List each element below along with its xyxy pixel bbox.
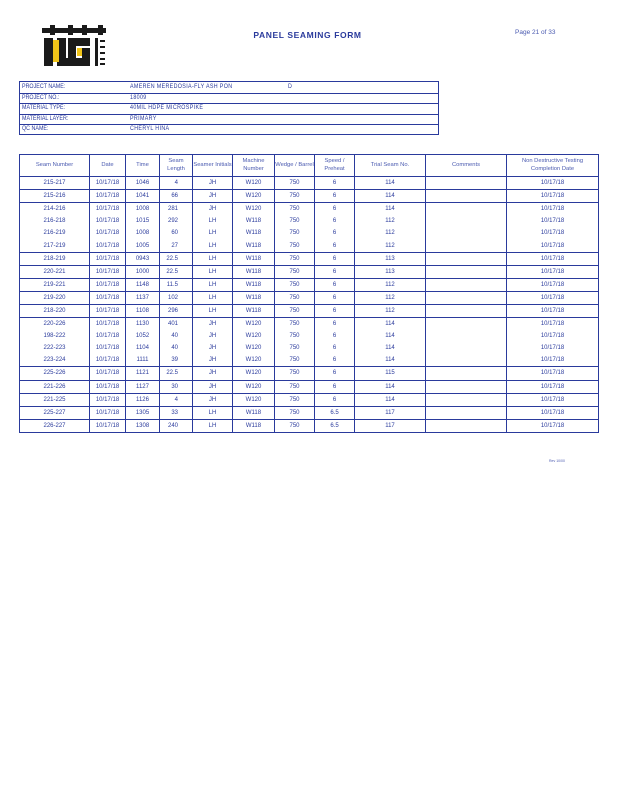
cell-comments bbox=[426, 215, 507, 227]
table-row bbox=[20, 278, 599, 291]
cell-len: 30 bbox=[160, 380, 193, 393]
project-info-label: MATERIAL TYPE: bbox=[22, 104, 66, 111]
cell-trial: 114 bbox=[355, 393, 426, 406]
cell-date: 10/17/18 bbox=[90, 367, 126, 380]
table-row bbox=[20, 380, 599, 393]
cell-speed: 6 bbox=[315, 239, 355, 252]
cell-comments bbox=[426, 354, 507, 367]
cell-ini: LH bbox=[193, 291, 233, 304]
project-info-extra: D bbox=[288, 83, 293, 90]
cell-ndt: 10/17/18 bbox=[507, 278, 599, 291]
column-header: Machine Number bbox=[233, 155, 275, 177]
cell-ndt: 10/17/18 bbox=[507, 291, 599, 304]
cell-time: 1008 bbox=[126, 227, 160, 239]
project-info-value: CHERYL HINA bbox=[130, 125, 170, 132]
cell-ndt: 10/17/18 bbox=[507, 354, 599, 367]
cell-ndt: 10/17/18 bbox=[507, 406, 599, 419]
cell-ini: LH bbox=[193, 406, 233, 419]
cell-comments bbox=[426, 190, 507, 203]
table-row bbox=[20, 177, 599, 190]
cell-trial: 114 bbox=[355, 318, 426, 331]
cell-time: 1308 bbox=[126, 419, 160, 432]
cell-mach: W120 bbox=[233, 318, 275, 331]
cell-time: 1111 bbox=[126, 354, 160, 367]
cell-len: 22.5 bbox=[160, 265, 193, 278]
cell-time: 0943 bbox=[126, 252, 160, 265]
table-header-row bbox=[20, 155, 599, 177]
cell-mach: W120 bbox=[233, 393, 275, 406]
cell-comments bbox=[426, 203, 507, 216]
cell-wedge: 750 bbox=[275, 239, 315, 252]
table-row bbox=[20, 304, 599, 317]
cell-ini: LH bbox=[193, 265, 233, 278]
cell-trial: 117 bbox=[355, 406, 426, 419]
cell-date: 10/17/18 bbox=[90, 342, 126, 354]
cell-wedge: 750 bbox=[275, 215, 315, 227]
project-info-value: 40MIL HDPE MICROSPIKE bbox=[130, 104, 204, 111]
cell-len: 40 bbox=[160, 342, 193, 354]
cell-date: 10/17/18 bbox=[90, 330, 126, 342]
cell-mach: W118 bbox=[233, 252, 275, 265]
cell-date: 10/17/18 bbox=[90, 252, 126, 265]
cell-speed: 6 bbox=[315, 330, 355, 342]
table-row bbox=[20, 265, 599, 278]
cell-ndt: 10/17/18 bbox=[507, 342, 599, 354]
column-header: Seam Length bbox=[160, 155, 193, 177]
table-row bbox=[20, 252, 599, 265]
cell-comments bbox=[426, 265, 507, 278]
cell-date: 10/17/18 bbox=[90, 419, 126, 432]
cell-ndt: 10/17/18 bbox=[507, 203, 599, 216]
cell-ini: LH bbox=[193, 304, 233, 317]
cell-comments bbox=[426, 393, 507, 406]
cell-ini: JH bbox=[193, 393, 233, 406]
cell-trial: 113 bbox=[355, 252, 426, 265]
cell-mach: W120 bbox=[233, 380, 275, 393]
cell-trial: 114 bbox=[355, 177, 426, 190]
cell-wedge: 750 bbox=[275, 419, 315, 432]
cell-time: 1000 bbox=[126, 265, 160, 278]
cell-comments bbox=[426, 367, 507, 380]
cell-time: 1137 bbox=[126, 291, 160, 304]
cell-mach: W120 bbox=[233, 203, 275, 216]
cell-date: 10/17/18 bbox=[90, 406, 126, 419]
cell-len: 22.5 bbox=[160, 367, 193, 380]
project-info-label: MATERIAL LAYER: bbox=[22, 114, 69, 122]
cell-comments bbox=[426, 380, 507, 393]
cell-wedge: 750 bbox=[275, 265, 315, 278]
table-row bbox=[20, 406, 599, 419]
cell-comments bbox=[426, 177, 507, 190]
cell-comments bbox=[426, 330, 507, 342]
cell-mach: W118 bbox=[233, 291, 275, 304]
cell-seam: 198-222 bbox=[43, 333, 66, 340]
cell-ini: JH bbox=[193, 354, 233, 367]
cell-date: 10/17/18 bbox=[90, 227, 126, 239]
project-info-label: PROJECT NO.: bbox=[22, 93, 60, 101]
cell-ndt: 10/17/18 bbox=[507, 393, 599, 406]
cell-time: 1127 bbox=[126, 380, 160, 393]
seaming-table bbox=[19, 154, 599, 433]
cell-mach: W118 bbox=[233, 265, 275, 278]
cell-time: 1046 bbox=[126, 177, 160, 190]
cell-wedge: 750 bbox=[275, 227, 315, 239]
page-number: Page 21 of 33 bbox=[515, 29, 556, 36]
cell-len: 4 bbox=[160, 393, 193, 406]
cell-speed: 6 bbox=[315, 291, 355, 304]
cell-seam: 222-223 bbox=[43, 345, 66, 352]
cell-wedge: 750 bbox=[275, 177, 315, 190]
cell-ini: LH bbox=[193, 419, 233, 432]
cell-comments bbox=[426, 342, 507, 354]
cell-date: 10/17/18 bbox=[90, 203, 126, 216]
column-header: Trial Seam No. bbox=[355, 155, 426, 177]
project-info-label: PROJECT NAME: bbox=[22, 83, 66, 90]
cell-time: 1041 bbox=[126, 190, 160, 203]
cell-ini: JH bbox=[193, 330, 233, 342]
cell-speed: 6 bbox=[315, 265, 355, 278]
cell-len: 11.5 bbox=[160, 278, 193, 291]
table-row bbox=[20, 354, 599, 367]
table-row bbox=[20, 342, 599, 354]
cell-len: 27 bbox=[160, 239, 193, 252]
cell-speed: 6 bbox=[315, 190, 355, 203]
cell-ndt: 10/17/18 bbox=[507, 419, 599, 432]
cell-len: 292 bbox=[160, 215, 193, 227]
cell-ini: JH bbox=[193, 367, 233, 380]
cell-speed: 6 bbox=[315, 354, 355, 367]
cell-trial: 114 bbox=[355, 354, 426, 367]
cell-speed: 6.5 bbox=[315, 406, 355, 419]
cell-mach: W118 bbox=[233, 406, 275, 419]
cell-date: 10/17/18 bbox=[90, 215, 126, 227]
cell-ini: LH bbox=[193, 252, 233, 265]
cell-wedge: 750 bbox=[275, 252, 315, 265]
cell-ini: JH bbox=[193, 342, 233, 354]
cell-mach: W120 bbox=[233, 330, 275, 342]
cell-comments bbox=[426, 227, 507, 239]
cell-mach: W118 bbox=[233, 215, 275, 227]
cell-seam: 225-227 bbox=[20, 406, 90, 419]
column-header: Time bbox=[126, 155, 160, 177]
project-info-label: QC NAME: bbox=[22, 125, 49, 132]
project-info-value: PRIMARY bbox=[130, 114, 157, 122]
cell-len: 281 bbox=[160, 203, 193, 216]
cell-len: 39 bbox=[160, 354, 193, 367]
table-row bbox=[20, 330, 599, 342]
cell-seam: 223-224 bbox=[43, 357, 66, 364]
cell-time: 1126 bbox=[126, 393, 160, 406]
cell-ini: JH bbox=[193, 318, 233, 331]
project-info-box bbox=[19, 81, 439, 135]
cell-trial: 112 bbox=[355, 215, 426, 227]
cell-comments bbox=[426, 291, 507, 304]
cell-speed: 6 bbox=[315, 203, 355, 216]
cell-trial: 114 bbox=[355, 342, 426, 354]
cell-date: 10/17/18 bbox=[90, 304, 126, 317]
cell-mach: W120 bbox=[233, 354, 275, 367]
cell-speed: 6 bbox=[315, 227, 355, 239]
cell-seam: 221-226 bbox=[20, 380, 90, 393]
cell-speed: 6 bbox=[315, 177, 355, 190]
cell-seam: 221-225 bbox=[20, 393, 90, 406]
cell-time: 1148 bbox=[126, 278, 160, 291]
cell-trial: 113 bbox=[355, 265, 426, 278]
cell-wedge: 750 bbox=[275, 406, 315, 419]
cell-len: 22.5 bbox=[160, 252, 193, 265]
cell-wedge: 750 bbox=[275, 203, 315, 216]
cell-ndt: 10/17/18 bbox=[507, 227, 599, 239]
table-row bbox=[20, 190, 599, 203]
column-header: Seam Number bbox=[20, 155, 90, 177]
cell-speed: 6.5 bbox=[315, 419, 355, 432]
cell-seam: 225-226 bbox=[20, 367, 90, 380]
cell-ini: JH bbox=[193, 380, 233, 393]
cell-wedge: 750 bbox=[275, 330, 315, 342]
cell-date: 10/17/18 bbox=[90, 265, 126, 278]
cell-seam: 216-218 bbox=[43, 218, 66, 225]
cell-speed: 6 bbox=[315, 380, 355, 393]
cell-ndt: 10/17/18 bbox=[507, 318, 599, 331]
cell-ini: LH bbox=[193, 227, 233, 239]
cell-speed: 6 bbox=[315, 252, 355, 265]
cell-comments bbox=[426, 318, 507, 331]
cell-time: 1015 bbox=[126, 215, 160, 227]
cell-mach: W120 bbox=[233, 177, 275, 190]
cell-wedge: 750 bbox=[275, 190, 315, 203]
cell-speed: 6 bbox=[315, 215, 355, 227]
cell-speed: 6 bbox=[315, 278, 355, 291]
cell-len: 40 bbox=[160, 330, 193, 342]
cell-ndt: 10/17/18 bbox=[507, 177, 599, 190]
project-info-value: 18009 bbox=[130, 93, 147, 101]
column-header: Speed / Preheat bbox=[315, 155, 355, 177]
cell-ini: JH bbox=[193, 190, 233, 203]
cell-ini: LH bbox=[193, 215, 233, 227]
cell-comments bbox=[426, 406, 507, 419]
cell-date: 10/17/18 bbox=[90, 177, 126, 190]
table-row bbox=[20, 203, 599, 216]
cell-seam: 216-219 bbox=[43, 230, 66, 237]
cell-ndt: 10/17/18 bbox=[507, 265, 599, 278]
table-row bbox=[20, 215, 599, 227]
cell-time: 1005 bbox=[126, 239, 160, 252]
cell-speed: 6 bbox=[315, 367, 355, 380]
company-logo bbox=[40, 24, 128, 68]
cell-mach: W118 bbox=[233, 278, 275, 291]
cell-ndt: 10/17/18 bbox=[507, 239, 599, 252]
cell-trial: 114 bbox=[355, 203, 426, 216]
cell-trial: 114 bbox=[355, 330, 426, 342]
cell-trial: 114 bbox=[355, 190, 426, 203]
cell-seam: 218-219 bbox=[20, 252, 90, 265]
cell-date: 10/17/18 bbox=[90, 278, 126, 291]
cell-len: 240 bbox=[160, 419, 193, 432]
cell-len: 60 bbox=[160, 227, 193, 239]
cell-mach: W118 bbox=[233, 304, 275, 317]
cell-wedge: 750 bbox=[275, 304, 315, 317]
cell-wedge: 750 bbox=[275, 278, 315, 291]
cell-wedge: 750 bbox=[275, 380, 315, 393]
cell-ndt: 10/17/18 bbox=[507, 215, 599, 227]
cell-ndt: 10/17/18 bbox=[507, 190, 599, 203]
cell-date: 10/17/18 bbox=[90, 291, 126, 304]
cell-ndt: 10/17/18 bbox=[507, 380, 599, 393]
cell-wedge: 750 bbox=[275, 354, 315, 367]
cell-wedge: 750 bbox=[275, 318, 315, 331]
cell-trial: 112 bbox=[355, 278, 426, 291]
cell-ndt: 10/17/18 bbox=[507, 330, 599, 342]
table-row bbox=[20, 393, 599, 406]
cell-trial: 112 bbox=[355, 304, 426, 317]
cell-ini: JH bbox=[193, 177, 233, 190]
cell-comments bbox=[426, 278, 507, 291]
cell-date: 10/17/18 bbox=[90, 393, 126, 406]
cell-seam: 220-226 bbox=[20, 318, 90, 331]
table-row bbox=[20, 291, 599, 304]
cell-comments bbox=[426, 304, 507, 317]
cell-wedge: 750 bbox=[275, 367, 315, 380]
cell-mach: W118 bbox=[233, 419, 275, 432]
cell-comments bbox=[426, 252, 507, 265]
cell-comments bbox=[426, 239, 507, 252]
cell-mach: W120 bbox=[233, 367, 275, 380]
cell-trial: 112 bbox=[355, 239, 426, 252]
revision-note: Rev 10/00 bbox=[549, 459, 565, 463]
cell-len: 401 bbox=[160, 318, 193, 331]
cell-trial: 115 bbox=[355, 367, 426, 380]
cell-trial: 114 bbox=[355, 380, 426, 393]
cell-len: 33 bbox=[160, 406, 193, 419]
cell-date: 10/17/18 bbox=[90, 380, 126, 393]
cell-speed: 6 bbox=[315, 393, 355, 406]
column-header: Seamer Initials bbox=[193, 155, 233, 177]
project-info-value: AMEREN MEREDOSIA-FLY ASH PON bbox=[130, 83, 233, 90]
cell-time: 1108 bbox=[126, 304, 160, 317]
cell-seam: 215-217 bbox=[43, 180, 66, 187]
cell-seam: 219-221 bbox=[20, 278, 90, 291]
cell-mach: W118 bbox=[233, 227, 275, 239]
table-row bbox=[20, 318, 599, 331]
cell-comments bbox=[426, 419, 507, 432]
table-row bbox=[20, 367, 599, 380]
cell-trial: 112 bbox=[355, 291, 426, 304]
cell-wedge: 750 bbox=[275, 393, 315, 406]
table-row bbox=[20, 227, 599, 239]
cell-ini: JH bbox=[193, 203, 233, 216]
cell-mach: W118 bbox=[233, 239, 275, 252]
cell-time: 1130 bbox=[126, 318, 160, 331]
cell-speed: 6 bbox=[315, 342, 355, 354]
cell-mach: W120 bbox=[233, 190, 275, 203]
table-row bbox=[20, 419, 599, 432]
table-body bbox=[20, 177, 599, 433]
cell-date: 10/17/18 bbox=[90, 318, 126, 331]
cell-time: 1008 bbox=[126, 203, 160, 216]
cell-ini: LH bbox=[193, 239, 233, 252]
column-header: Date bbox=[90, 155, 126, 177]
form-title: PANEL SEAMING FORM bbox=[253, 30, 362, 40]
cell-time: 1052 bbox=[126, 330, 160, 342]
cell-seam: 215-216 bbox=[20, 190, 90, 203]
cell-wedge: 750 bbox=[275, 342, 315, 354]
cell-seam: 219-220 bbox=[20, 291, 90, 304]
cell-seam: 220-221 bbox=[20, 265, 90, 278]
cell-seam: 226-227 bbox=[20, 419, 90, 432]
cell-len: 66 bbox=[160, 190, 193, 203]
column-header: Comments bbox=[426, 155, 507, 177]
project-info-row bbox=[20, 124, 438, 135]
cell-ndt: 10/17/18 bbox=[507, 304, 599, 317]
cell-trial: 117 bbox=[355, 419, 426, 432]
cell-len: 296 bbox=[160, 304, 193, 317]
cell-mach: W120 bbox=[233, 342, 275, 354]
cell-speed: 6 bbox=[315, 304, 355, 317]
cell-time: 1104 bbox=[126, 342, 160, 354]
cell-time: 1305 bbox=[126, 406, 160, 419]
cell-trial: 112 bbox=[355, 227, 426, 239]
cell-len: 4 bbox=[160, 177, 193, 190]
table-row bbox=[20, 239, 599, 252]
cell-seam: 217-219 bbox=[43, 242, 66, 249]
cell-ndt: 10/17/18 bbox=[507, 367, 599, 380]
cell-ini: LH bbox=[193, 278, 233, 291]
cell-speed: 6 bbox=[315, 318, 355, 331]
cell-date: 10/17/18 bbox=[90, 354, 126, 367]
cell-date: 10/17/18 bbox=[90, 239, 126, 252]
cell-seam: 214-216 bbox=[20, 203, 90, 216]
column-header: Non Destructive Testing Completion Date bbox=[507, 155, 599, 177]
cell-seam: 218-220 bbox=[20, 304, 90, 317]
column-header: Wedge / Barrel bbox=[275, 155, 315, 177]
cell-len: 102 bbox=[160, 291, 193, 304]
cell-ndt: 10/17/18 bbox=[507, 252, 599, 265]
cell-date: 10/17/18 bbox=[90, 190, 126, 203]
cell-wedge: 750 bbox=[275, 291, 315, 304]
cell-time: 1121 bbox=[126, 367, 160, 380]
